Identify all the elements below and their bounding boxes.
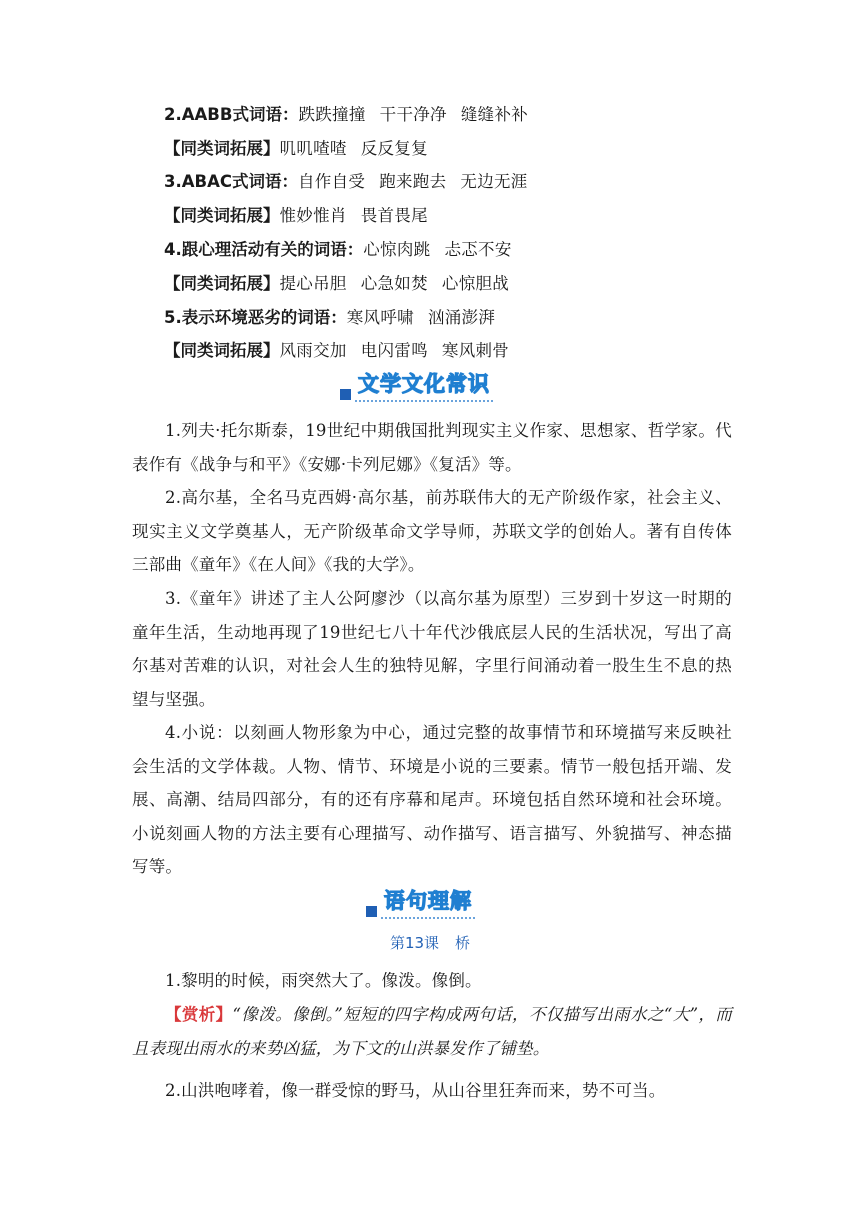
vocab-item: 电闪雷鸣 (360, 341, 428, 360)
sentence-1-analysis (132, 998, 732, 1065)
vocab-item: 心急如焚 (360, 274, 428, 293)
section-title: 语句理解 (381, 888, 475, 919)
analysis-tag: 【赏析】 (165, 1005, 233, 1024)
vocab-line-aabb (164, 104, 528, 126)
vocab-item: 心惊胆战 (441, 274, 510, 293)
vocab-extension-line (164, 340, 509, 362)
vocab-item: 反反复复 (360, 139, 428, 158)
extension-heading: 【同类词拓展】 (164, 206, 280, 225)
square-bullet-icon (366, 906, 377, 917)
lesson-name: 桥 (455, 934, 471, 952)
vocab-item: 提心吊胆 (279, 274, 347, 293)
sentence-1: 1.黎明的时候，雨突然大了。像泼。像倒。 (165, 971, 482, 990)
extension-heading: 【同类词拓展】 (164, 139, 280, 158)
vocab-heading: 2.AABB式词语： (164, 105, 299, 124)
vocab-item: 心惊肉跳 (363, 240, 431, 259)
paragraph-tolstoy: 1.列夫·托尔斯泰，19世纪中期俄国批判现实主义作家、思想家、哲学家。代表作有《战争与和平》《安娜·卡列尼娜》《复活》等。 (132, 421, 732, 474)
extension-heading: 【同类词拓展】 (164, 274, 280, 293)
vocab-line-environment (164, 307, 495, 329)
vocab-item: 寒风呼啸 (346, 308, 414, 327)
section-heading-literature (340, 371, 493, 402)
vocab-item: 跌跌撞撞 (298, 105, 366, 124)
vocab-item: 汹涌澎湃 (427, 308, 496, 327)
analysis-text: “像泼。像倒。”短短的四字构成两句话，不仅描写出雨水之“大”，而且表现出雨水的来势凶猛，为下文的山洪暴发作了铺垫。 (132, 1005, 732, 1058)
vocab-item: 畏首畏尾 (360, 206, 428, 225)
vocab-heading: 5.表示环境恶劣的词语： (164, 308, 347, 327)
vocab-item: 缝缝补补 (460, 105, 529, 124)
vocab-item: 忐忑不安 (444, 240, 512, 259)
vocab-extension-line (164, 138, 428, 160)
paragraph-gorky: 2.高尔基，全名马克西姆·高尔基，前苏联伟大的无产阶级作家，社会主义、现实主义文学奠基人，无产阶级革命文学导师，苏联文学的创始人。著有自传体三部曲《童年》《在人间》《我的大学》。 (132, 488, 732, 574)
vocab-item: 无边无涯 (460, 172, 528, 191)
vocab-heading: 4.跟心理活动有关的词语： (164, 240, 364, 259)
lesson-number: 第13课 (389, 934, 440, 952)
vocab-item: 跑来跑去 (379, 172, 447, 191)
vocab-item: 寒风刺骨 (441, 341, 510, 360)
section-heading-sentence (366, 888, 475, 919)
paragraph-novel: 4.小说：以刻画人物形象为中心，通过完整的故事情节和环境描写来反映社会生活的文学体裁。人物、情节、环境是小说的三要素。情节一般包括开端、发展、高潮、结局四部分，有的还有序幕和尾声。环境包括自然环境和社会环境。小说刻画人物的方法主要有心理描写、动作描写、语言描写、外貌描写、神态描写等。 (132, 723, 732, 876)
lesson-heading (0, 932, 860, 953)
sentence-2: 2.山洪咆哮着，像一群受惊的野马，从山谷里狂奔而来，势不可当。 (165, 1081, 666, 1100)
vocab-item: 惟妙惟肖 (279, 206, 347, 225)
vocab-item: 干干净净 (379, 105, 447, 124)
extension-heading: 【同类词拓展】 (164, 341, 280, 360)
paragraph-childhood: 3.《童年》讲述了主人公阿廖沙（以高尔基为原型）三岁到十岁这一时期的童年生活，生动地再现了19世纪七八十年代沙俄底层人民的生活状况，写出了高尔基对苦难的认识，对社会人生的独特见解，字里行间涌动着一股生生不息的热望与坚强。 (132, 589, 732, 709)
vocab-heading: 3.ABAC式词语： (164, 172, 298, 191)
vocab-item: 风雨交加 (279, 341, 347, 360)
vocab-item: 自作自受 (297, 172, 366, 191)
vocab-item: 叽叽喳喳 (279, 139, 347, 158)
vocab-line-mental (164, 239, 512, 261)
section-title: 文学文化常识 (355, 371, 493, 402)
vocab-extension-line (164, 205, 428, 227)
vocab-extension-line (164, 273, 509, 295)
square-bullet-icon (340, 389, 351, 400)
vocab-line-abac (164, 171, 528, 193)
